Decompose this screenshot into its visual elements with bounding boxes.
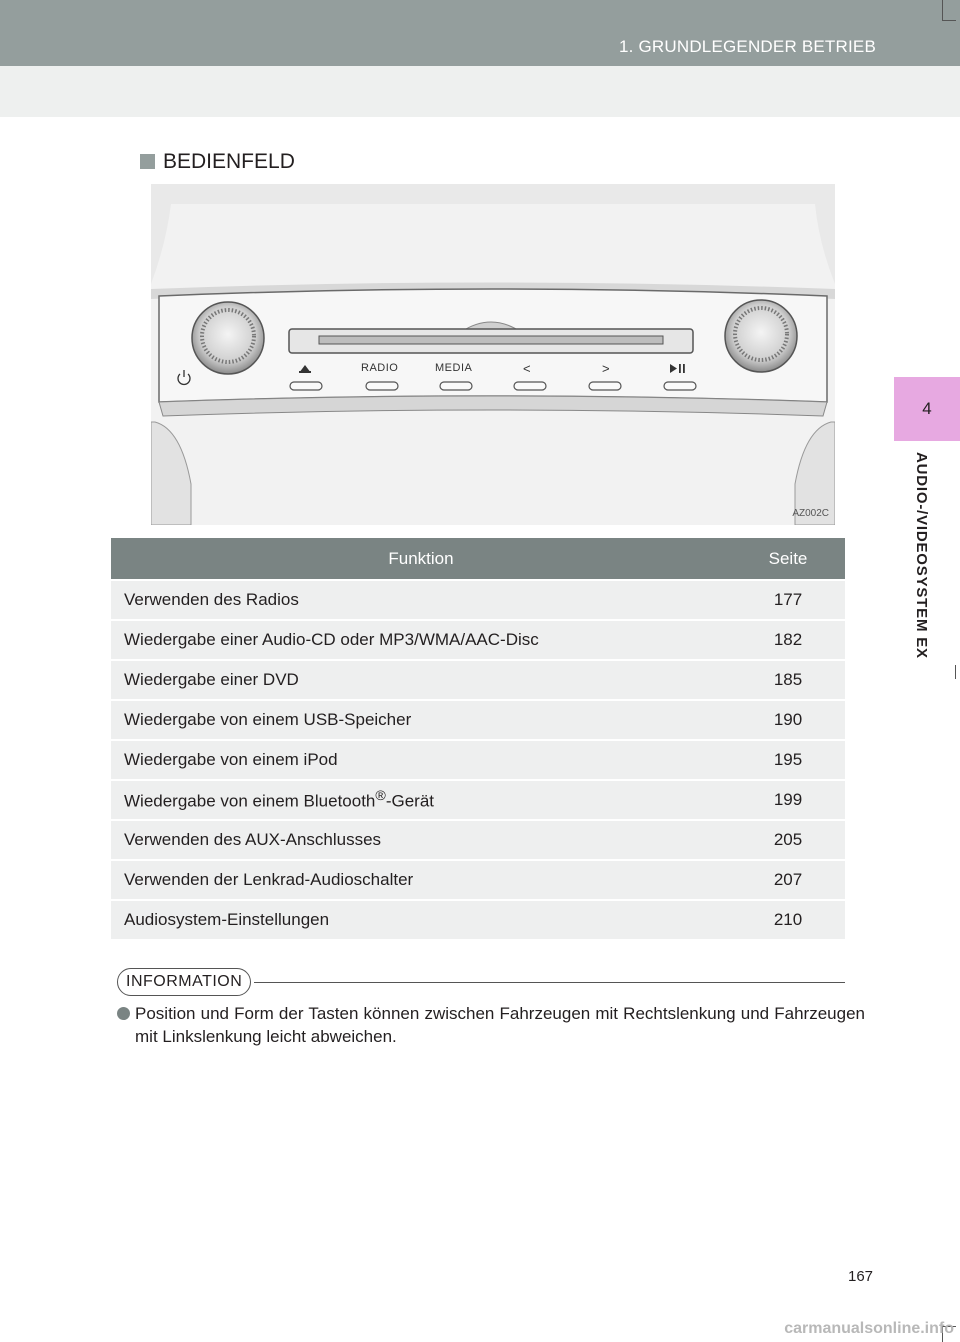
eject-button [290,382,322,390]
function-cell: Wiedergabe einer DVD [111,660,731,700]
page-number: 167 [848,1268,874,1285]
table-header-row [111,538,845,580]
header-bar [0,0,960,66]
play-pause-button [664,382,696,390]
next-button [589,382,621,390]
function-cell: Wiedergabe von einem USB-Speicher [111,700,731,740]
table-row [111,860,845,900]
column-header-function: Funktion [111,538,731,580]
function-cell: Wiedergabe einer Audio-CD oder MP3/WMA/AAC-Disc [111,620,731,660]
radio-button-label: RADIO [361,362,399,374]
table-row [111,620,845,660]
function-cell: Verwenden des Radios [111,580,731,620]
control-panel-figure [151,184,835,525]
volume-knob [192,302,264,374]
section-heading-text: BEDIENFELD [163,150,295,173]
page-cell: 199 [731,780,845,820]
disc-slot-opening [319,336,663,344]
function-cell: Audiosystem-Einstellungen [111,900,731,939]
page-cell: 182 [731,620,845,660]
chapter-title: 1. GRUNDLEGENDER BETRIEB [618,37,876,56]
information-rule [254,982,845,983]
table-row [111,900,845,939]
function-cell: Wiedergabe von einem iPod [111,740,731,780]
function-cell: Verwenden der Lenkrad-Audioschalter [111,860,731,900]
control-panel-illustration [151,184,835,525]
table-row [111,660,845,700]
section-heading [140,150,295,174]
page-cell: 205 [731,820,845,860]
page-cell: 207 [731,860,845,900]
square-bullet-icon [140,154,155,169]
crop-mark [942,0,943,20]
page-cell: 185 [731,660,845,700]
crop-mark [955,665,956,679]
page-cell: 177 [731,580,845,620]
column-header-page: Seite [731,538,845,580]
table-row [111,740,845,780]
bullet-icon [117,1007,130,1020]
chapter-number: 4 [922,399,932,418]
tune-knob [725,300,797,372]
prev-button [514,382,546,390]
media-button [440,382,472,390]
media-button-label: MEDIA [435,362,473,374]
page-cell: 190 [731,700,845,740]
function-table [111,538,845,939]
information-text: Position und Form der Tasten können zwischen Fahrzeugen mit Rechtslenkung und Fahrzeugen mit Linkslenkung leicht abweichen. [135,1004,865,1046]
chapter-side-label: AUDIO-/VIDEOSYSTEM EX [913,452,930,659]
table-row [111,580,845,620]
prev-button-label: < [523,361,532,376]
page-cell: 195 [731,740,845,780]
next-button-label: > [602,361,611,376]
crop-mark [942,20,956,21]
function-cell: Verwenden des AUX-Anschlusses [111,820,731,860]
page-cell: 210 [731,900,845,939]
header-subbar [0,66,960,117]
table-row [111,780,845,820]
registered-mark: ® [375,788,386,805]
function-cell: Wiedergabe von einem Bluetooth®-Gerät [111,780,731,820]
console-left [151,422,191,525]
radio-button [366,382,398,390]
table-row [111,820,845,860]
information-badge: INFORMATION [117,968,251,996]
panel-lower-lip [159,396,827,416]
watermark: carmanualsonline.info [784,1320,954,1337]
chapter-tab [894,377,960,441]
table-row [111,700,845,740]
dashboard-top [151,184,835,284]
figure-id: AZ002C [792,508,829,519]
